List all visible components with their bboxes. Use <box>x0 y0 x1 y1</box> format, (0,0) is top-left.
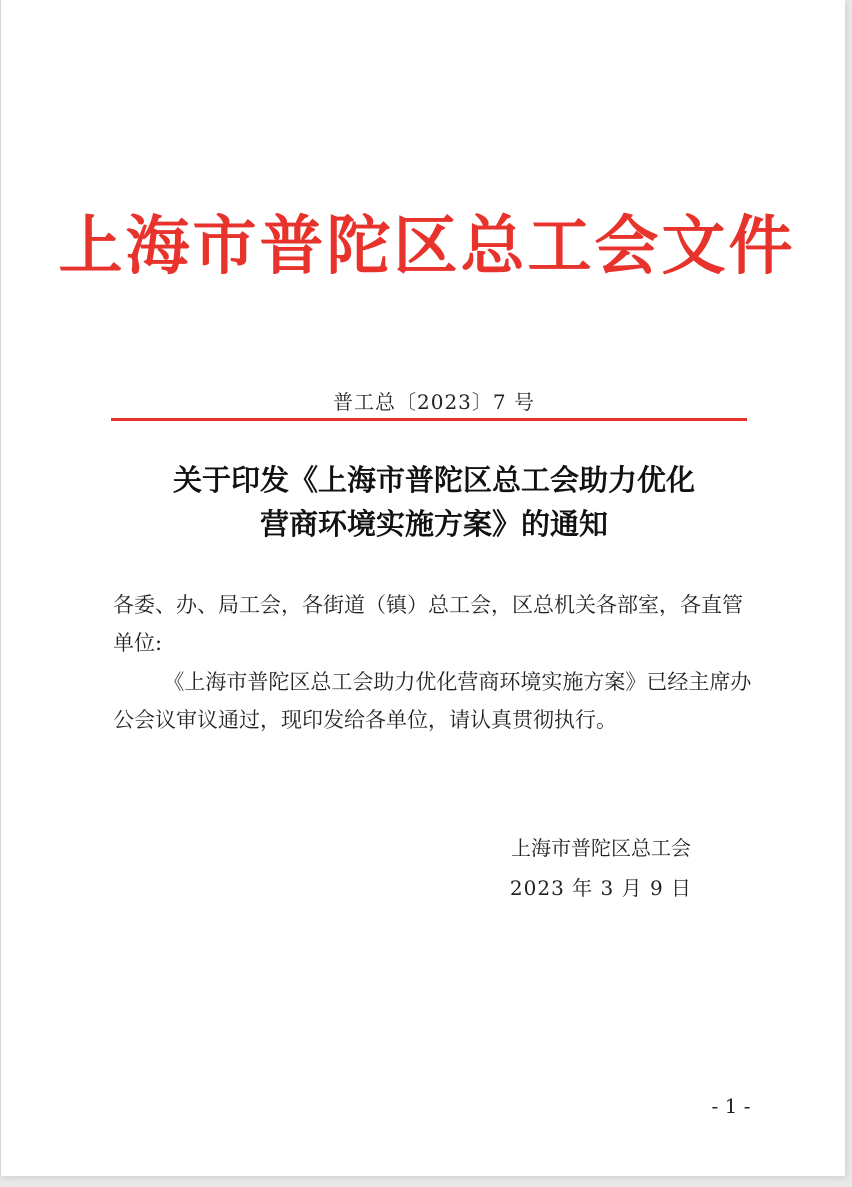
body-paragraph: 《上海市普陀区总工会助力优化营商环境实施方案》已经主席办公会议审议通过，现印发给各单位，请认真贯彻执行。 <box>113 670 752 732</box>
title-line-2: 营商环境实施方案》的通知 <box>259 507 608 541</box>
addressee: 各委、办、局工会，各街道（镇）总工会，区总机关各部室，各直管单位: <box>113 593 743 655</box>
page-number: - 1 - <box>711 1094 751 1118</box>
document-number: 普工总〔2023〕7 号 <box>333 390 535 414</box>
signature-organization: 上海市普陀区总工会 <box>511 836 691 860</box>
document-title <box>1 458 852 546</box>
red-divider-line <box>111 418 747 421</box>
signature-date: 2023 年 3 月 9 日 <box>509 876 693 900</box>
title-line-1: 关于印发《上海市普陀区总工会助力优化 <box>172 463 695 497</box>
document-header: 上海市普陀区总工会文件 <box>58 209 796 284</box>
